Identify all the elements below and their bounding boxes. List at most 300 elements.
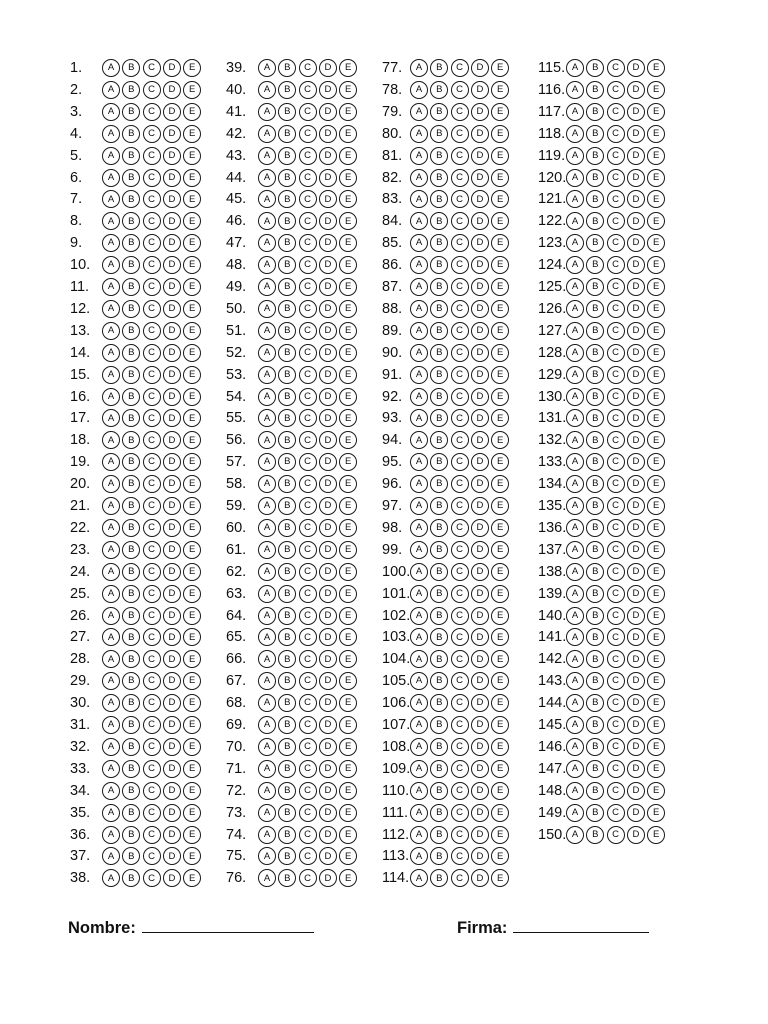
answer-bubble-a[interactable]: A bbox=[258, 388, 276, 406]
answer-bubble-a[interactable]: A bbox=[410, 366, 428, 384]
answer-bubble-a[interactable]: A bbox=[410, 278, 428, 296]
answer-bubble-b[interactable]: B bbox=[122, 190, 140, 208]
answer-bubble-c[interactable]: C bbox=[451, 431, 469, 449]
answer-bubble-e[interactable]: E bbox=[339, 541, 357, 559]
answer-bubble-d[interactable]: D bbox=[471, 344, 489, 362]
answer-bubble-c[interactable]: C bbox=[143, 453, 161, 471]
answer-bubble-a[interactable]: A bbox=[566, 541, 584, 559]
answer-bubble-e[interactable]: E bbox=[339, 869, 357, 887]
answer-bubble-b[interactable]: B bbox=[586, 650, 604, 668]
answer-bubble-a[interactable]: A bbox=[566, 431, 584, 449]
answer-bubble-a[interactable]: A bbox=[258, 125, 276, 143]
answer-bubble-d[interactable]: D bbox=[471, 497, 489, 515]
answer-bubble-a[interactable]: A bbox=[102, 278, 120, 296]
answer-bubble-d[interactable]: D bbox=[471, 563, 489, 581]
answer-bubble-b[interactable]: B bbox=[430, 125, 448, 143]
answer-bubble-e[interactable]: E bbox=[183, 694, 201, 712]
answer-bubble-a[interactable]: A bbox=[410, 81, 428, 99]
answer-bubble-c[interactable]: C bbox=[451, 234, 469, 252]
answer-bubble-a[interactable]: A bbox=[258, 103, 276, 121]
answer-bubble-c[interactable]: C bbox=[607, 234, 625, 252]
answer-bubble-b[interactable]: B bbox=[122, 782, 140, 800]
answer-bubble-b[interactable]: B bbox=[122, 650, 140, 668]
answer-bubble-b[interactable]: B bbox=[430, 650, 448, 668]
answer-bubble-c[interactable]: C bbox=[451, 716, 469, 734]
answer-bubble-b[interactable]: B bbox=[586, 169, 604, 187]
answer-bubble-b[interactable]: B bbox=[586, 738, 604, 756]
answer-bubble-b[interactable]: B bbox=[430, 694, 448, 712]
answer-bubble-b[interactable]: B bbox=[122, 59, 140, 77]
answer-bubble-a[interactable]: A bbox=[410, 760, 428, 778]
answer-bubble-b[interactable]: B bbox=[278, 563, 296, 581]
answer-bubble-d[interactable]: D bbox=[163, 322, 181, 340]
answer-bubble-e[interactable]: E bbox=[339, 804, 357, 822]
answer-bubble-d[interactable]: D bbox=[471, 804, 489, 822]
answer-bubble-c[interactable]: C bbox=[607, 169, 625, 187]
answer-bubble-e[interactable]: E bbox=[183, 453, 201, 471]
answer-bubble-a[interactable]: A bbox=[102, 388, 120, 406]
answer-bubble-c[interactable]: C bbox=[299, 81, 317, 99]
answer-bubble-c[interactable]: C bbox=[143, 169, 161, 187]
answer-bubble-c[interactable]: C bbox=[451, 628, 469, 646]
answer-bubble-d[interactable]: D bbox=[627, 431, 645, 449]
answer-bubble-c[interactable]: C bbox=[607, 672, 625, 690]
answer-bubble-c[interactable]: C bbox=[299, 497, 317, 515]
answer-bubble-d[interactable]: D bbox=[319, 760, 337, 778]
answer-bubble-b[interactable]: B bbox=[430, 300, 448, 318]
answer-bubble-e[interactable]: E bbox=[647, 125, 665, 143]
answer-bubble-c[interactable]: C bbox=[607, 628, 625, 646]
answer-bubble-b[interactable]: B bbox=[278, 125, 296, 143]
answer-bubble-d[interactable]: D bbox=[627, 81, 645, 99]
answer-bubble-e[interactable]: E bbox=[339, 826, 357, 844]
answer-bubble-b[interactable]: B bbox=[278, 782, 296, 800]
answer-bubble-b[interactable]: B bbox=[122, 694, 140, 712]
answer-bubble-a[interactable]: A bbox=[410, 453, 428, 471]
answer-bubble-b[interactable]: B bbox=[586, 147, 604, 165]
answer-bubble-d[interactable]: D bbox=[627, 585, 645, 603]
answer-bubble-d[interactable]: D bbox=[471, 147, 489, 165]
answer-bubble-e[interactable]: E bbox=[647, 103, 665, 121]
answer-bubble-e[interactable]: E bbox=[491, 475, 509, 493]
answer-bubble-e[interactable]: E bbox=[339, 847, 357, 865]
answer-bubble-e[interactable]: E bbox=[647, 628, 665, 646]
answer-bubble-d[interactable]: D bbox=[471, 475, 489, 493]
answer-bubble-a[interactable]: A bbox=[258, 147, 276, 165]
answer-bubble-b[interactable]: B bbox=[122, 278, 140, 296]
answer-bubble-c[interactable]: C bbox=[607, 607, 625, 625]
answer-bubble-c[interactable]: C bbox=[299, 169, 317, 187]
answer-bubble-b[interactable]: B bbox=[430, 256, 448, 274]
answer-bubble-d[interactable]: D bbox=[319, 59, 337, 77]
answer-bubble-c[interactable]: C bbox=[451, 344, 469, 362]
answer-bubble-e[interactable]: E bbox=[647, 607, 665, 625]
answer-bubble-c[interactable]: C bbox=[607, 694, 625, 712]
answer-bubble-d[interactable]: D bbox=[471, 607, 489, 625]
answer-bubble-a[interactable]: A bbox=[258, 716, 276, 734]
answer-bubble-a[interactable]: A bbox=[410, 497, 428, 515]
answer-bubble-d[interactable]: D bbox=[627, 475, 645, 493]
answer-bubble-a[interactable]: A bbox=[566, 59, 584, 77]
answer-bubble-d[interactable]: D bbox=[471, 300, 489, 318]
answer-bubble-a[interactable]: A bbox=[566, 497, 584, 515]
answer-bubble-c[interactable]: C bbox=[451, 541, 469, 559]
answer-bubble-d[interactable]: D bbox=[319, 585, 337, 603]
answer-bubble-b[interactable]: B bbox=[430, 541, 448, 559]
answer-bubble-e[interactable]: E bbox=[647, 672, 665, 690]
answer-bubble-d[interactable]: D bbox=[319, 738, 337, 756]
answer-bubble-e[interactable]: E bbox=[339, 497, 357, 515]
answer-bubble-c[interactable]: C bbox=[607, 497, 625, 515]
answer-bubble-c[interactable]: C bbox=[451, 585, 469, 603]
answer-bubble-a[interactable]: A bbox=[102, 847, 120, 865]
answer-bubble-b[interactable]: B bbox=[122, 804, 140, 822]
answer-bubble-c[interactable]: C bbox=[143, 826, 161, 844]
answer-bubble-b[interactable]: B bbox=[586, 212, 604, 230]
answer-bubble-d[interactable]: D bbox=[471, 409, 489, 427]
answer-bubble-d[interactable]: D bbox=[163, 81, 181, 99]
answer-bubble-d[interactable]: D bbox=[163, 650, 181, 668]
answer-bubble-d[interactable]: D bbox=[627, 147, 645, 165]
answer-bubble-e[interactable]: E bbox=[647, 278, 665, 296]
answer-bubble-d[interactable]: D bbox=[163, 826, 181, 844]
answer-bubble-b[interactable]: B bbox=[122, 826, 140, 844]
answer-bubble-a[interactable]: A bbox=[410, 541, 428, 559]
answer-bubble-d[interactable]: D bbox=[319, 672, 337, 690]
answer-bubble-d[interactable]: D bbox=[471, 169, 489, 187]
answer-bubble-e[interactable]: E bbox=[647, 694, 665, 712]
answer-bubble-c[interactable]: C bbox=[451, 563, 469, 581]
answer-bubble-b[interactable]: B bbox=[122, 563, 140, 581]
answer-bubble-e[interactable]: E bbox=[491, 672, 509, 690]
answer-bubble-d[interactable]: D bbox=[319, 300, 337, 318]
answer-bubble-a[interactable]: A bbox=[102, 366, 120, 384]
answer-bubble-b[interactable]: B bbox=[122, 147, 140, 165]
answer-bubble-b[interactable]: B bbox=[430, 475, 448, 493]
answer-bubble-c[interactable]: C bbox=[299, 760, 317, 778]
answer-bubble-b[interactable]: B bbox=[586, 366, 604, 384]
answer-bubble-e[interactable]: E bbox=[491, 366, 509, 384]
answer-bubble-a[interactable]: A bbox=[410, 212, 428, 230]
answer-bubble-e[interactable]: E bbox=[491, 278, 509, 296]
answer-bubble-c[interactable]: C bbox=[451, 694, 469, 712]
answer-bubble-b[interactable]: B bbox=[430, 212, 448, 230]
answer-bubble-b[interactable]: B bbox=[430, 672, 448, 690]
answer-bubble-e[interactable]: E bbox=[491, 125, 509, 143]
answer-bubble-e[interactable]: E bbox=[491, 585, 509, 603]
answer-bubble-a[interactable]: A bbox=[258, 431, 276, 449]
answer-bubble-e[interactable]: E bbox=[339, 125, 357, 143]
answer-bubble-b[interactable]: B bbox=[430, 519, 448, 537]
answer-bubble-b[interactable]: B bbox=[430, 760, 448, 778]
answer-bubble-e[interactable]: E bbox=[491, 607, 509, 625]
answer-bubble-b[interactable]: B bbox=[586, 431, 604, 449]
answer-bubble-d[interactable]: D bbox=[627, 169, 645, 187]
answer-bubble-d[interactable]: D bbox=[163, 278, 181, 296]
answer-bubble-c[interactable]: C bbox=[299, 585, 317, 603]
answer-bubble-d[interactable]: D bbox=[163, 388, 181, 406]
answer-bubble-b[interactable]: B bbox=[122, 388, 140, 406]
answer-bubble-e[interactable]: E bbox=[491, 563, 509, 581]
answer-bubble-d[interactable]: D bbox=[627, 234, 645, 252]
answer-bubble-e[interactable]: E bbox=[183, 256, 201, 274]
answer-bubble-b[interactable]: B bbox=[278, 81, 296, 99]
answer-bubble-a[interactable]: A bbox=[102, 409, 120, 427]
answer-bubble-a[interactable]: A bbox=[258, 234, 276, 252]
answer-bubble-d[interactable]: D bbox=[471, 716, 489, 734]
answer-bubble-a[interactable]: A bbox=[258, 366, 276, 384]
answer-bubble-d[interactable]: D bbox=[627, 607, 645, 625]
answer-bubble-e[interactable]: E bbox=[339, 212, 357, 230]
answer-bubble-a[interactable]: A bbox=[410, 322, 428, 340]
answer-bubble-a[interactable]: A bbox=[102, 804, 120, 822]
answer-bubble-b[interactable]: B bbox=[278, 322, 296, 340]
answer-bubble-d[interactable]: D bbox=[627, 782, 645, 800]
answer-bubble-a[interactable]: A bbox=[258, 585, 276, 603]
answer-bubble-b[interactable]: B bbox=[278, 431, 296, 449]
answer-bubble-e[interactable]: E bbox=[183, 716, 201, 734]
answer-bubble-b[interactable]: B bbox=[430, 497, 448, 515]
answer-bubble-d[interactable]: D bbox=[163, 475, 181, 493]
answer-bubble-e[interactable]: E bbox=[491, 256, 509, 274]
answer-bubble-b[interactable]: B bbox=[430, 344, 448, 362]
answer-bubble-e[interactable]: E bbox=[491, 300, 509, 318]
answer-bubble-c[interactable]: C bbox=[143, 300, 161, 318]
answer-bubble-d[interactable]: D bbox=[471, 453, 489, 471]
answer-bubble-d[interactable]: D bbox=[163, 453, 181, 471]
answer-bubble-b[interactable]: B bbox=[278, 497, 296, 515]
answer-bubble-b[interactable]: B bbox=[278, 366, 296, 384]
answer-bubble-d[interactable]: D bbox=[163, 147, 181, 165]
answer-bubble-a[interactable]: A bbox=[258, 628, 276, 646]
answer-bubble-c[interactable]: C bbox=[143, 322, 161, 340]
answer-bubble-b[interactable]: B bbox=[278, 650, 296, 668]
answer-bubble-a[interactable]: A bbox=[102, 169, 120, 187]
answer-bubble-a[interactable]: A bbox=[102, 344, 120, 362]
answer-bubble-c[interactable]: C bbox=[299, 256, 317, 274]
answer-bubble-d[interactable]: D bbox=[319, 322, 337, 340]
answer-bubble-d[interactable]: D bbox=[163, 409, 181, 427]
answer-bubble-e[interactable]: E bbox=[183, 760, 201, 778]
answer-bubble-e[interactable]: E bbox=[491, 782, 509, 800]
answer-bubble-c[interactable]: C bbox=[451, 169, 469, 187]
answer-bubble-b[interactable]: B bbox=[278, 453, 296, 471]
answer-bubble-e[interactable]: E bbox=[339, 300, 357, 318]
answer-bubble-e[interactable]: E bbox=[491, 760, 509, 778]
answer-bubble-b[interactable]: B bbox=[122, 497, 140, 515]
answer-bubble-e[interactable]: E bbox=[339, 147, 357, 165]
answer-bubble-b[interactable]: B bbox=[586, 59, 604, 77]
answer-bubble-d[interactable]: D bbox=[319, 212, 337, 230]
answer-bubble-a[interactable]: A bbox=[566, 782, 584, 800]
answer-bubble-b[interactable]: B bbox=[586, 234, 604, 252]
answer-bubble-d[interactable]: D bbox=[627, 300, 645, 318]
answer-bubble-d[interactable]: D bbox=[471, 869, 489, 887]
answer-bubble-d[interactable]: D bbox=[471, 212, 489, 230]
answer-bubble-d[interactable]: D bbox=[627, 453, 645, 471]
answer-bubble-c[interactable]: C bbox=[299, 234, 317, 252]
answer-bubble-e[interactable]: E bbox=[491, 59, 509, 77]
answer-bubble-d[interactable]: D bbox=[163, 804, 181, 822]
answer-bubble-e[interactable]: E bbox=[183, 366, 201, 384]
answer-bubble-e[interactable]: E bbox=[339, 366, 357, 384]
answer-bubble-e[interactable]: E bbox=[491, 650, 509, 668]
answer-bubble-c[interactable]: C bbox=[299, 125, 317, 143]
answer-bubble-c[interactable]: C bbox=[607, 519, 625, 537]
answer-bubble-c[interactable]: C bbox=[451, 607, 469, 625]
answer-bubble-d[interactable]: D bbox=[163, 716, 181, 734]
answer-bubble-d[interactable]: D bbox=[471, 322, 489, 340]
answer-bubble-c[interactable]: C bbox=[607, 278, 625, 296]
answer-bubble-a[interactable]: A bbox=[102, 607, 120, 625]
answer-bubble-c[interactable]: C bbox=[607, 59, 625, 77]
answer-bubble-d[interactable]: D bbox=[319, 804, 337, 822]
answer-bubble-c[interactable]: C bbox=[143, 497, 161, 515]
answer-bubble-a[interactable]: A bbox=[566, 169, 584, 187]
answer-bubble-e[interactable]: E bbox=[647, 59, 665, 77]
answer-bubble-b[interactable]: B bbox=[586, 563, 604, 581]
answer-bubble-a[interactable]: A bbox=[410, 694, 428, 712]
answer-bubble-b[interactable]: B bbox=[278, 869, 296, 887]
answer-bubble-d[interactable]: D bbox=[163, 497, 181, 515]
answer-bubble-b[interactable]: B bbox=[430, 826, 448, 844]
answer-bubble-d[interactable]: D bbox=[471, 519, 489, 537]
answer-bubble-c[interactable]: C bbox=[451, 300, 469, 318]
answer-bubble-e[interactable]: E bbox=[339, 563, 357, 581]
answer-bubble-a[interactable]: A bbox=[102, 826, 120, 844]
answer-bubble-b[interactable]: B bbox=[122, 869, 140, 887]
answer-bubble-b[interactable]: B bbox=[430, 366, 448, 384]
answer-bubble-e[interactable]: E bbox=[339, 234, 357, 252]
answer-bubble-a[interactable]: A bbox=[410, 344, 428, 362]
answer-bubble-b[interactable]: B bbox=[122, 103, 140, 121]
answer-bubble-c[interactable]: C bbox=[299, 628, 317, 646]
answer-bubble-b[interactable]: B bbox=[122, 169, 140, 187]
answer-bubble-c[interactable]: C bbox=[451, 782, 469, 800]
answer-bubble-a[interactable]: A bbox=[102, 738, 120, 756]
answer-bubble-c[interactable]: C bbox=[607, 826, 625, 844]
answer-bubble-c[interactable]: C bbox=[299, 212, 317, 230]
answer-bubble-a[interactable]: A bbox=[410, 59, 428, 77]
answer-bubble-c[interactable]: C bbox=[451, 869, 469, 887]
answer-bubble-e[interactable]: E bbox=[491, 190, 509, 208]
signature-input-line[interactable] bbox=[513, 916, 649, 933]
answer-bubble-b[interactable]: B bbox=[430, 453, 448, 471]
answer-bubble-c[interactable]: C bbox=[451, 650, 469, 668]
answer-bubble-c[interactable]: C bbox=[607, 103, 625, 121]
answer-bubble-d[interactable]: D bbox=[163, 738, 181, 756]
answer-bubble-d[interactable]: D bbox=[627, 344, 645, 362]
answer-bubble-c[interactable]: C bbox=[299, 869, 317, 887]
answer-bubble-c[interactable]: C bbox=[143, 628, 161, 646]
answer-bubble-d[interactable]: D bbox=[471, 278, 489, 296]
answer-bubble-d[interactable]: D bbox=[627, 256, 645, 274]
answer-bubble-c[interactable]: C bbox=[451, 453, 469, 471]
answer-bubble-e[interactable]: E bbox=[183, 59, 201, 77]
answer-bubble-a[interactable]: A bbox=[258, 322, 276, 340]
answer-bubble-c[interactable]: C bbox=[607, 541, 625, 559]
answer-bubble-e[interactable]: E bbox=[647, 563, 665, 581]
answer-bubble-b[interactable]: B bbox=[278, 738, 296, 756]
answer-bubble-d[interactable]: D bbox=[471, 103, 489, 121]
answer-bubble-c[interactable]: C bbox=[299, 388, 317, 406]
answer-bubble-c[interactable]: C bbox=[451, 409, 469, 427]
answer-bubble-c[interactable]: C bbox=[299, 147, 317, 165]
answer-bubble-c[interactable]: C bbox=[143, 475, 161, 493]
answer-bubble-e[interactable]: E bbox=[183, 169, 201, 187]
answer-bubble-b[interactable]: B bbox=[122, 847, 140, 865]
answer-bubble-c[interactable]: C bbox=[451, 59, 469, 77]
answer-bubble-a[interactable]: A bbox=[410, 869, 428, 887]
answer-bubble-c[interactable]: C bbox=[143, 694, 161, 712]
answer-bubble-d[interactable]: D bbox=[163, 847, 181, 865]
answer-bubble-b[interactable]: B bbox=[122, 760, 140, 778]
answer-bubble-a[interactable]: A bbox=[102, 782, 120, 800]
answer-bubble-e[interactable]: E bbox=[491, 628, 509, 646]
answer-bubble-a[interactable]: A bbox=[566, 628, 584, 646]
answer-bubble-b[interactable]: B bbox=[122, 81, 140, 99]
answer-bubble-c[interactable]: C bbox=[451, 190, 469, 208]
answer-bubble-d[interactable]: D bbox=[163, 190, 181, 208]
answer-bubble-e[interactable]: E bbox=[647, 760, 665, 778]
answer-bubble-c[interactable]: C bbox=[143, 563, 161, 581]
answer-bubble-e[interactable]: E bbox=[647, 826, 665, 844]
answer-bubble-e[interactable]: E bbox=[183, 212, 201, 230]
answer-bubble-a[interactable]: A bbox=[566, 344, 584, 362]
answer-bubble-a[interactable]: A bbox=[566, 256, 584, 274]
answer-bubble-c[interactable]: C bbox=[451, 847, 469, 865]
answer-bubble-c[interactable]: C bbox=[451, 497, 469, 515]
answer-bubble-e[interactable]: E bbox=[183, 190, 201, 208]
answer-bubble-d[interactable]: D bbox=[319, 563, 337, 581]
answer-bubble-c[interactable]: C bbox=[451, 103, 469, 121]
answer-bubble-c[interactable]: C bbox=[143, 212, 161, 230]
answer-bubble-d[interactable]: D bbox=[627, 826, 645, 844]
answer-bubble-c[interactable]: C bbox=[607, 716, 625, 734]
answer-bubble-c[interactable]: C bbox=[607, 388, 625, 406]
answer-bubble-c[interactable]: C bbox=[451, 278, 469, 296]
answer-bubble-b[interactable]: B bbox=[586, 497, 604, 515]
answer-bubble-d[interactable]: D bbox=[163, 782, 181, 800]
answer-bubble-d[interactable]: D bbox=[471, 190, 489, 208]
answer-bubble-e[interactable]: E bbox=[183, 563, 201, 581]
answer-bubble-a[interactable]: A bbox=[566, 278, 584, 296]
answer-bubble-c[interactable]: C bbox=[607, 147, 625, 165]
answer-bubble-d[interactable]: D bbox=[471, 366, 489, 384]
answer-bubble-d[interactable]: D bbox=[319, 716, 337, 734]
answer-bubble-b[interactable]: B bbox=[278, 59, 296, 77]
answer-bubble-e[interactable]: E bbox=[647, 169, 665, 187]
answer-bubble-d[interactable]: D bbox=[627, 322, 645, 340]
answer-bubble-e[interactable]: E bbox=[491, 453, 509, 471]
answer-bubble-d[interactable]: D bbox=[319, 103, 337, 121]
answer-bubble-c[interactable]: C bbox=[299, 59, 317, 77]
answer-bubble-b[interactable]: B bbox=[586, 475, 604, 493]
answer-bubble-e[interactable]: E bbox=[339, 628, 357, 646]
answer-bubble-d[interactable]: D bbox=[627, 388, 645, 406]
answer-bubble-e[interactable]: E bbox=[647, 256, 665, 274]
answer-bubble-d[interactable]: D bbox=[627, 190, 645, 208]
answer-bubble-d[interactable]: D bbox=[163, 672, 181, 690]
answer-bubble-b[interactable]: B bbox=[278, 344, 296, 362]
answer-bubble-d[interactable]: D bbox=[319, 190, 337, 208]
answer-bubble-e[interactable]: E bbox=[339, 475, 357, 493]
answer-bubble-a[interactable]: A bbox=[410, 628, 428, 646]
answer-bubble-a[interactable]: A bbox=[102, 519, 120, 537]
answer-bubble-e[interactable]: E bbox=[647, 650, 665, 668]
answer-bubble-d[interactable]: D bbox=[319, 256, 337, 274]
answer-bubble-e[interactable]: E bbox=[183, 81, 201, 99]
